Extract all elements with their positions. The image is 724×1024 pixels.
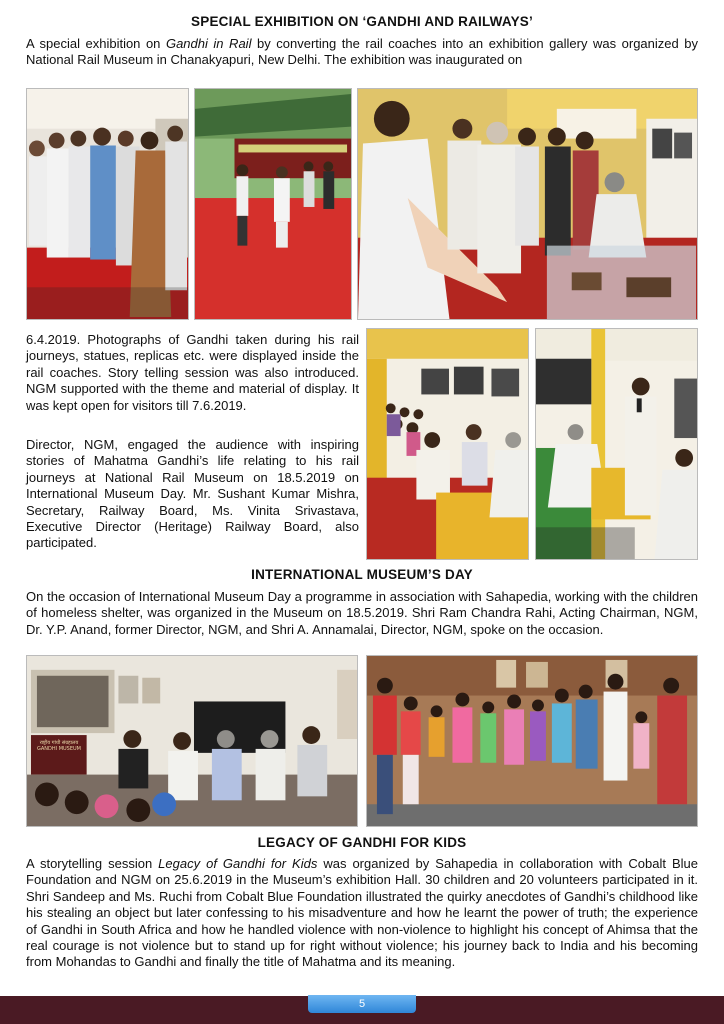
exhibition-details-paragraph: 6.4.2019. Photographs of Gandhi taken during his rail journeys, statues, replicas etc. were displayed inside the rail coaches. Story telling session was also introduced. NGM supported with the theme and material of display. It was kept open for visitors till 7.6.2019.: [26, 332, 359, 413]
section-heading-museum-day: INTERNATIONAL MUSEUM’S DAY: [251, 567, 473, 582]
photo-speakers-panel: [26, 655, 358, 827]
legacy-kids-paragraph: A storytelling session Legacy of Gandhi for Kids was organized by Sahapedia in collaboration with Cobalt Blue Foundation and NGM on 25.6.2019 in the Museum’s exhibition Hall. 30 children and 20 volunteers participated in it. Shri Sandeep and Ms. Ruchi from Cobalt Blue Foundation illustrated the quirky anecdotes of Gandhi’s childhood like his stealing an object but later confessing to his misadventure and how he learnt the power of truth; the experience of Gandhi in South Africa and how he handled violence with non-violence to highlight his concept of Ahimsa that the real courage is not violence but to stand up for right without violence; his journey back to India and his becoming from Mohandas to Gandhi and finally the title of Mahatma and its meaning.: [26, 856, 698, 970]
section-heading-legacy-kids: LEGACY OF GANDHI FOR KIDS: [257, 835, 467, 850]
photo-coach-storyteller: [535, 328, 698, 560]
museum-sign-text: राष्ट्रीय गांधी संग्रहालय GANDHI MUSEUM: [37, 740, 81, 752]
exhibition-intro-paragraph: A special exhibition on Gandhi in Rail by converting the rail coaches into an exhibition gallery was organized by National Rail Museum in Chanakyapuri, New Delhi. The exhibition was inaugurated on: [26, 36, 699, 68]
photo-officials-group: [26, 88, 189, 320]
photo-coach-interior-statue: [357, 88, 698, 320]
page-number: 5: [308, 995, 416, 1013]
photo-children-group: [366, 655, 698, 827]
photo-coach-audience: [366, 328, 529, 560]
director-talk-paragraph: Director, NGM, engaged the audience with inspiring stories of Mahatma Gandhi’s life relating to his rail journeys at National Rail Museum on 18.5.2019 on International Museum Day. Mr. Sushant Kumar Mishra, Secretary, Railway Board, Ms. Vinita Srivastava, Executive Director (Heritage) Railway Board, also participated.: [26, 437, 359, 551]
section-heading-gandhi-railways: SPECIAL EXHIBITION ON ‘GANDHI AND RAILWAYS’: [191, 14, 533, 29]
museum-day-paragraph: On the occasion of International Museum Day a programme in association with Sahapedia, working with the children of homeless shelter, was organized in the Museum on 18.5.2019. Shri Ram Chandra Rahi, Acting Chairman, NGM, Dr. Y.P. Anand, former Director, NGM, and Shri A. Annamalai, Director, NGM, spoke on the occasion.: [26, 589, 698, 637]
photo-red-carpet-walk: [194, 88, 352, 320]
